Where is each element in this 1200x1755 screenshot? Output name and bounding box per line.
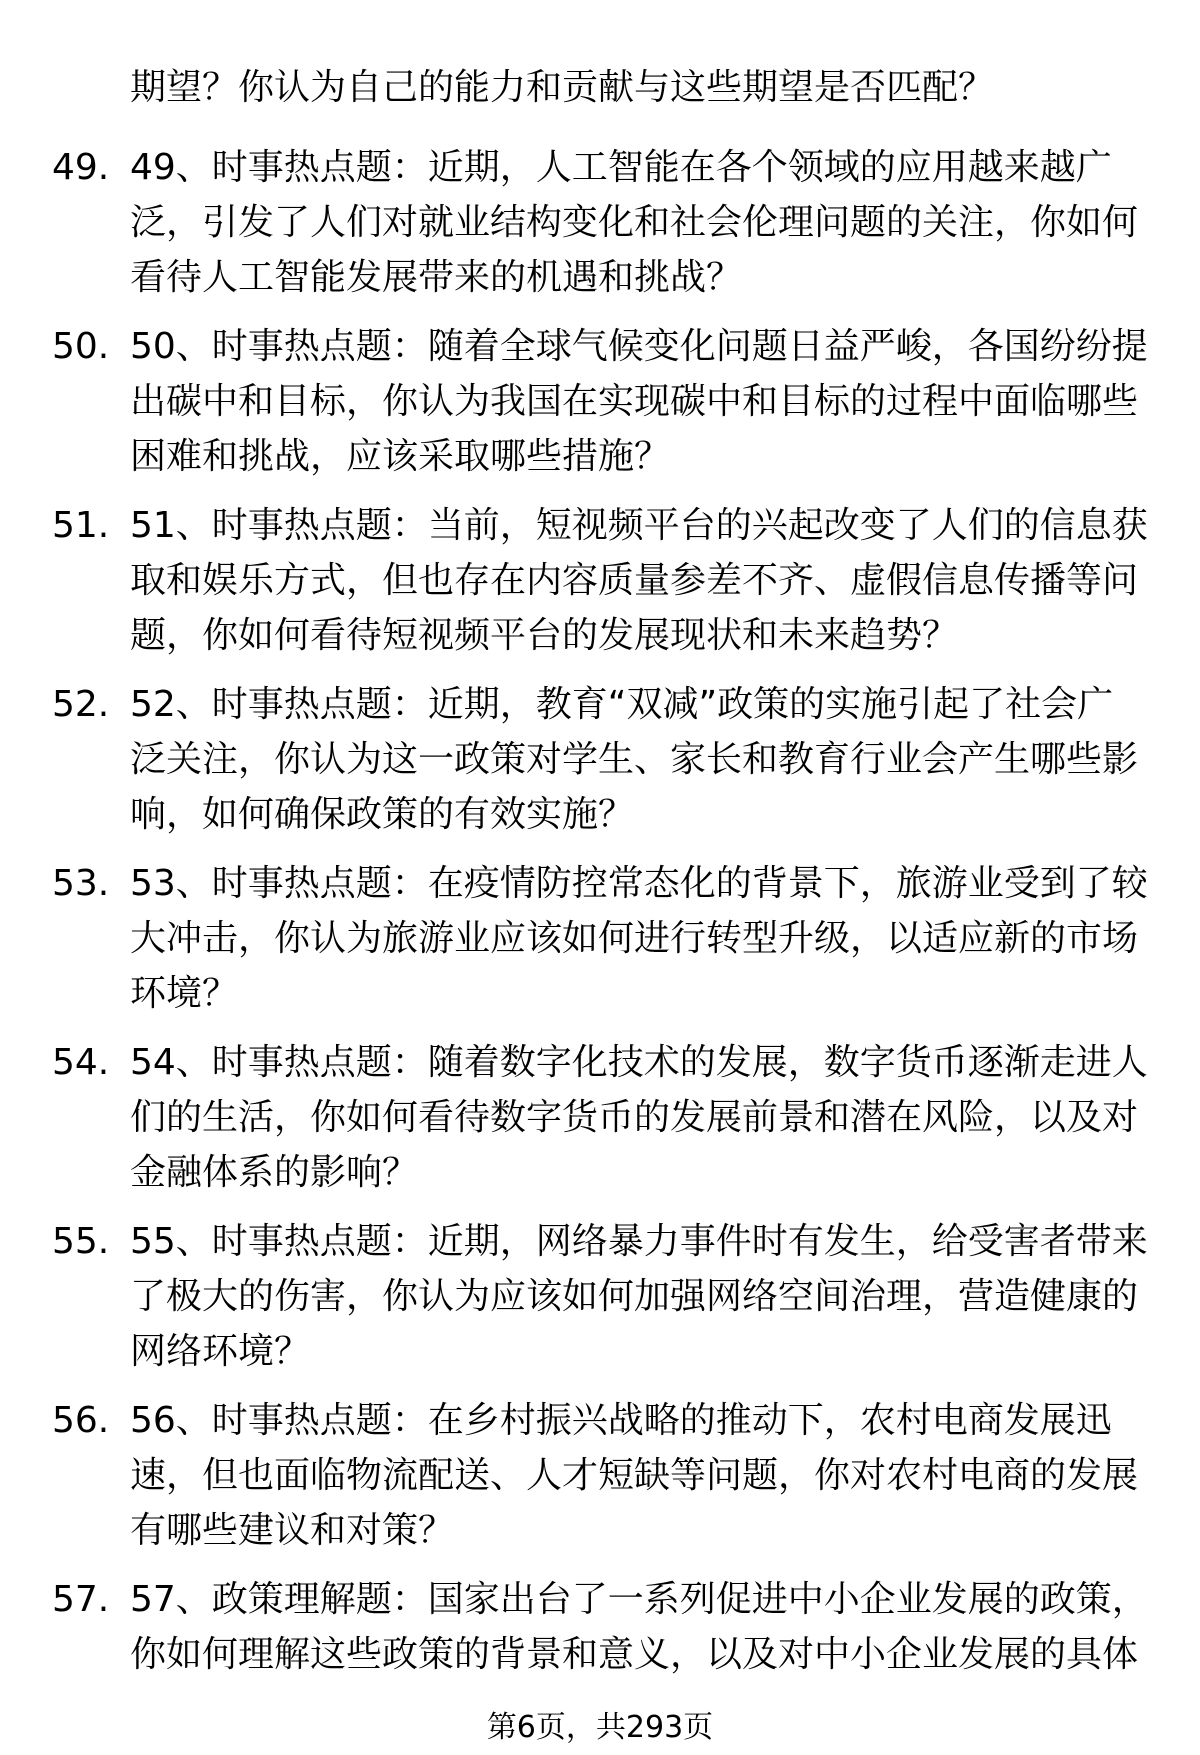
question-text: [130, 319, 1150, 484]
question-text: [130, 1393, 1150, 1558]
question-number: 50.: [52, 326, 110, 367]
question-number: 52.: [52, 684, 110, 725]
page-number-footer: 第6页，共293页: [486, 1710, 714, 1745]
question-text: [130, 677, 1150, 842]
question-number: 57.: [52, 1579, 110, 1620]
question-line: 53、时事热点题：在疫情防控常态化的背景下，旅游业受到了较: [130, 863, 1148, 904]
question-line: 响，如何确保政策的有效实施？: [130, 794, 635, 835]
question-list: [0, 140, 1200, 1751]
question-number: 53.: [52, 863, 110, 904]
question-line: 金融体系的影响？: [130, 1152, 419, 1193]
question-line: 了极大的伤害，你认为应该如何加强网络空间治理，营造健康的: [130, 1276, 1139, 1317]
list-item: [0, 140, 1200, 303]
question-text: [130, 1572, 1150, 1682]
question-text: [130, 856, 1150, 1021]
question-line: 取和娱乐方式，但也存在内容质量参差不齐、虚假信息传播等问: [130, 560, 1139, 601]
question-line: 55、时事热点题：近期，网络暴力事件时有发生，给受害者带来: [130, 1221, 1148, 1262]
question-line: 题，你如何看待短视频平台的发展现状和未来趋势？: [130, 615, 959, 656]
list-item: [0, 319, 1200, 482]
question-line: 57、政策理解题：国家出台了一系列促进中小企业发展的政策，: [130, 1579, 1148, 1620]
question-line: 54、时事热点题：随着数字化技术的发展，数字货币逐渐走进人: [130, 1042, 1148, 1083]
question-line: 环境？: [130, 973, 239, 1014]
list-item: [0, 498, 1200, 661]
question-text: [130, 1214, 1150, 1379]
question-line: 51、时事热点题：当前，短视频平台的兴起改变了人们的信息获: [130, 505, 1148, 546]
question-line: 56、时事热点题：在乡村振兴战略的推动下，农村电商发展迅: [130, 1400, 1112, 1441]
question-line: 看待人工智能发展带来的机遇和挑战？: [130, 257, 743, 298]
question-line: 49、时事热点题：近期，人工智能在各个领域的应用越来越广: [130, 147, 1112, 188]
list-item: [0, 1393, 1200, 1556]
list-item: [0, 677, 1200, 840]
question-line: 52、时事热点题：近期，教育“双减”政策的实施引起了社会广: [130, 684, 1114, 725]
question-number: 56.: [52, 1400, 110, 1441]
question-text: [130, 498, 1150, 663]
question-line: 泛关注，你认为这一政策对学生、家长和教育行业会产生哪些影: [130, 739, 1139, 780]
question-number: 54.: [52, 1042, 110, 1083]
question-line: 困难和挑战，应该采取哪些措施？: [130, 436, 671, 477]
question-number: 55.: [52, 1221, 110, 1262]
question-line: 泛，引发了人们对就业结构变化和社会伦理问题的关注，你如何: [130, 202, 1139, 243]
list-item: [0, 1214, 1200, 1377]
list-item: [0, 856, 1200, 1019]
question-line: 大冲击，你认为旅游业应该如何进行转型升级，以适应新的市场: [130, 918, 1139, 959]
question-line: 你如何理解这些政策的背景和意义，以及对中小企业发展的具体: [130, 1634, 1139, 1675]
question-line: 50、时事热点题：随着全球气候变化问题日益严峻，各国纷纷提: [130, 326, 1148, 367]
question-number: 49.: [52, 147, 110, 188]
question-number: 51.: [52, 505, 110, 546]
list-item: [0, 1035, 1200, 1198]
question-line: 有哪些建议和对策？: [130, 1510, 455, 1551]
question-line: 网络环境？: [130, 1331, 311, 1372]
question-line: 出碳中和目标，你认为我国在实现碳中和目标的过程中面临哪些: [130, 381, 1139, 422]
continuation-text: 期望？你认为自己的能力和贡献与这些期望是否匹配？: [130, 67, 995, 108]
question-text: [130, 140, 1150, 305]
question-line: 们的生活，你如何看待数字货币的发展前景和潜在风险，以及对: [130, 1097, 1139, 1138]
question-text: [130, 1035, 1150, 1200]
question-line: 速，但也面临物流配送、人才短缺等问题，你对农村电商的发展: [130, 1455, 1139, 1496]
